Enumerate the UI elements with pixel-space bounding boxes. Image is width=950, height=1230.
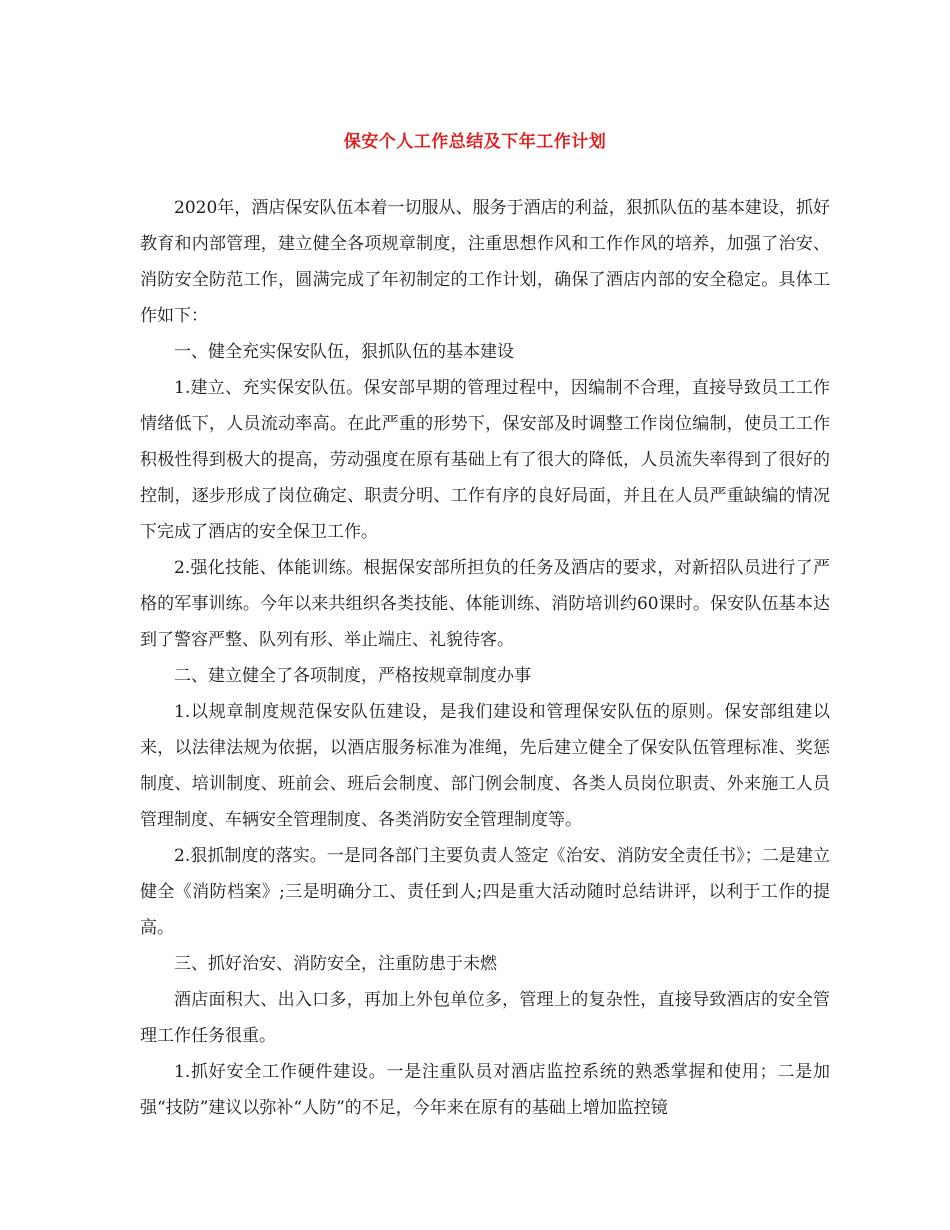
paragraph: 2.强化技能、体能训练。根据保安部所担负的任务及酒店的要求，对新招队员进行了严格的军事训练。今年以来共组织各类技能、体能训练、消防培训约60课时。保安队伍基本达到了警容严整、队列有形、举止端庄、礼貌待客。 xyxy=(140,558,830,650)
paragraph: 酒店面积大、出入口多，再加上外包单位多，管理上的复杂性，直接导致酒店的安全管理工作任务很重。 xyxy=(140,990,830,1046)
paragraph: 1.以规章制度规范保安队伍建设，是我们建设和管理保安队伍的原则。保安部组建以来，以法律法规为依据，以酒店服务标准为准绳，先后建立健全了保安队伍管理标准、奖惩制度、培训制度、班前会、班后会制度、部门例会制度、各类人员岗位职责、外来施工人员管理制度、车辆安全管理制度、各类消防安全管理制度等。 xyxy=(140,702,830,830)
paragraph: 2020年，酒店保安队伍本着一切服从、服务于酒店的利益，狠抓队伍的基本建设，抓好教育和内部管理，建立健全各项规章制度，注重思想作风和工作作风的培养，加强了治安、消防安全防范工作，圆满完成了年初制定的工作计划，确保了酒店内部的安全稳定。具体工作如下： xyxy=(140,198,830,326)
document-title: 保安个人工作总结及下年工作计划 xyxy=(343,132,607,152)
document-body xyxy=(140,190,830,1126)
section-heading: 一、健全充实保安队伍，狠抓队伍的基本建设 xyxy=(174,342,514,362)
section-heading: 二、建立健全了各项制度，严格按规章制度办事 xyxy=(174,666,531,686)
paragraph: 1.抓好安全工作硬件建设。一是注重队员对酒店监控系统的熟悉掌握和使用；二是加强“技防”建议以弥补“人防”的不足，今年来在原有的基础上增加监控镜 xyxy=(140,1062,830,1118)
paragraph: 2.狠抓制度的落实。一是同各部门主要负责人签定《治安、消防安全责任书》；二是建立健全《消防档案》;三是明确分工、责任到人;四是重大活动随时总结讲评，以利于工作的提高。 xyxy=(140,846,830,938)
section-heading: 三、抓好治安、消防安全，注重防患于未燃 xyxy=(174,954,497,974)
paragraph: 1.建立、充实保安队伍。保安部早期的管理过程中，因编制不合理，直接导致员工工作情绪低下，人员流动率高。在此严重的形势下，保安部及时调整工作岗位编制，使员工工作积极性得到极大的提高，劳动强度在原有基础上有了很大的降低，人员流失率得到了很好的控制，逐步形成了岗位确定、职责分明、工作有序的良好局面，并且在人员严重缺编的情况下完成了酒店的安全保卫工作。 xyxy=(140,378,830,542)
